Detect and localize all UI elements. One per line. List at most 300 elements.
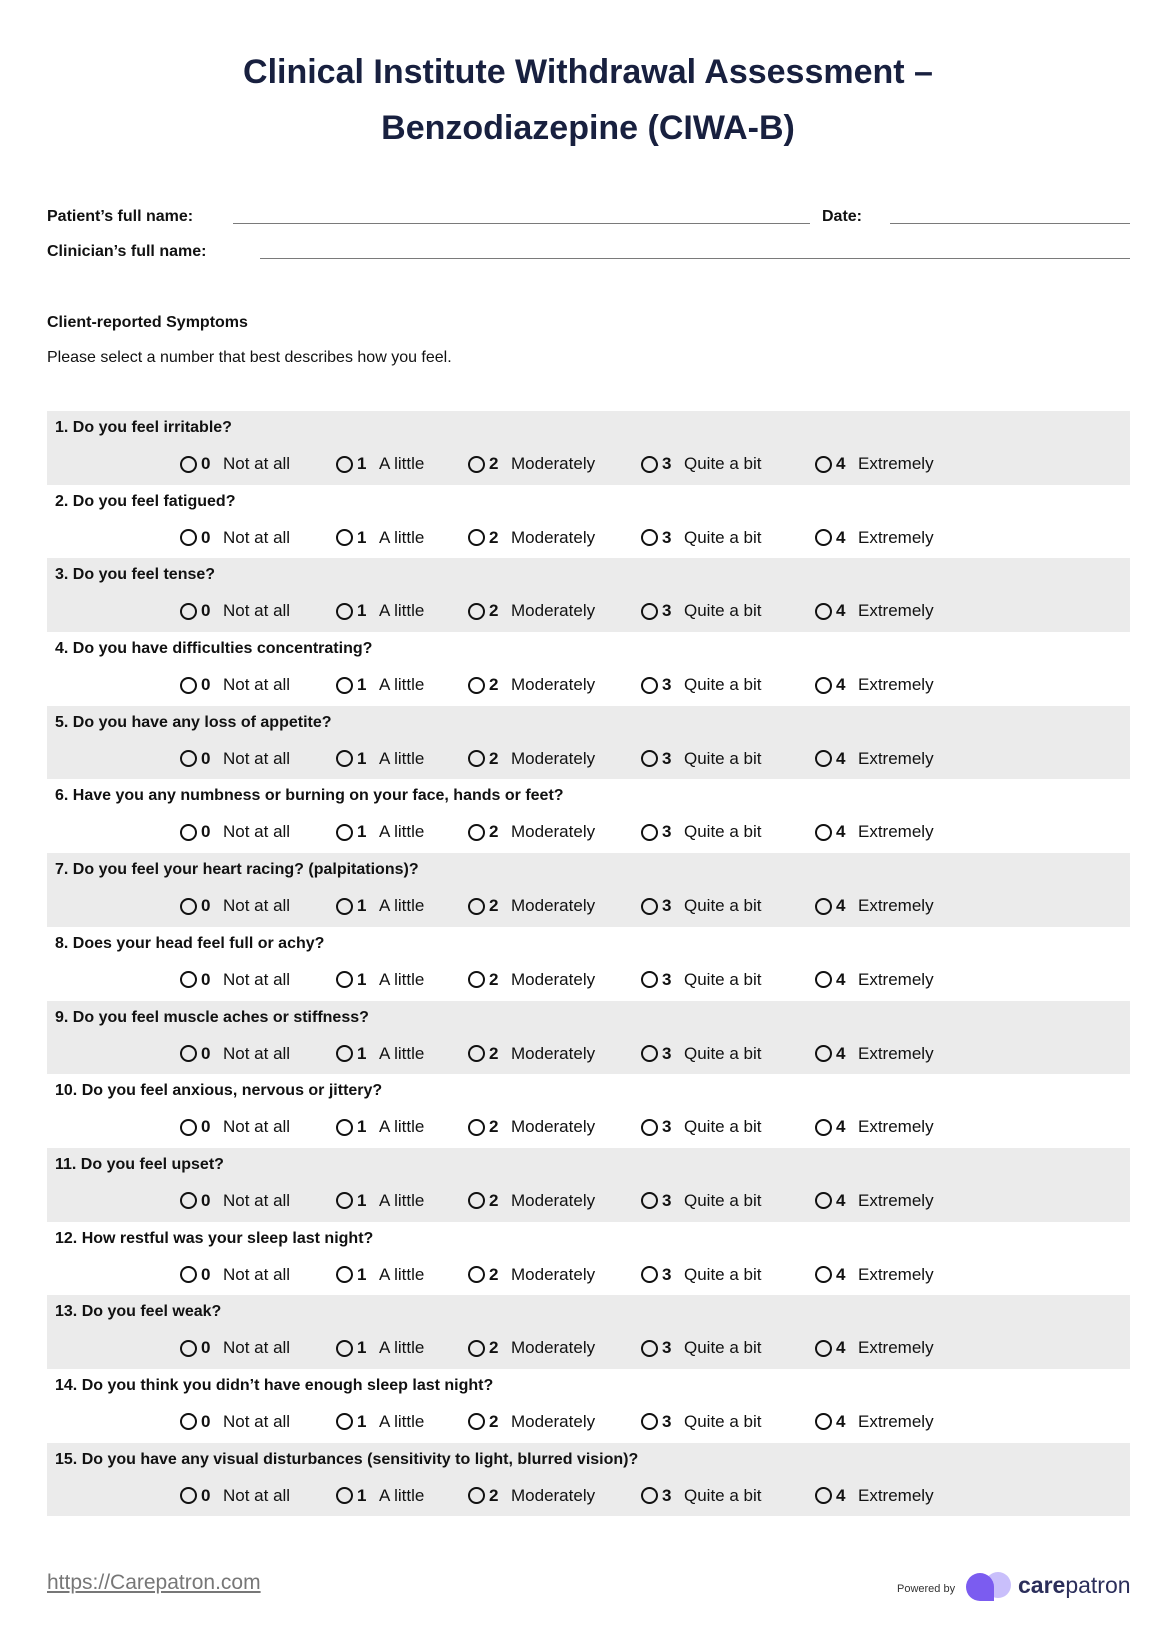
question-text: 13. Do you feel weak? [55,1303,222,1321]
question-text: 1. Do you feel irritable? [55,419,232,436]
date-label: Date: [822,208,863,225]
patient-name-label: Patient’s full name: [47,208,194,225]
option-label: Moderately [511,1043,596,1063]
option-number: 2 [489,1264,499,1284]
option-number: 2 [489,675,499,695]
option-number: 2 [489,748,499,768]
answer-option[interactable] [336,528,424,548]
answer-option[interactable] [641,1117,762,1137]
option-number: 0 [201,1338,211,1358]
radio-button[interactable] [815,1340,832,1357]
radio-button[interactable] [336,456,353,473]
option-number: 4 [836,748,846,768]
answer-option[interactable] [336,1412,424,1432]
answer-option[interactable] [336,675,424,695]
answer-option[interactable] [468,1412,595,1432]
answer-option[interactable] [468,1486,595,1506]
radio-button[interactable] [468,456,485,473]
question-row [47,1148,1130,1222]
option-label: Extremely [858,454,934,473]
radio-button[interactable] [641,1266,658,1283]
title-line-1: Clinical Institute Withdrawal Assessment – [243,53,933,91]
radio-button[interactable] [815,529,832,546]
option-label: Moderately [511,1411,596,1431]
radio-button[interactable] [336,677,353,694]
brand-rest: patron [1065,1572,1131,1598]
radio-button[interactable] [336,1266,353,1283]
answer-option[interactable] [641,1044,762,1064]
answer-option[interactable] [180,1486,290,1506]
option-number: 0 [201,1117,211,1137]
option-number: 3 [662,527,672,547]
radio-button[interactable] [468,898,485,915]
question-row [47,632,1130,706]
radio-button[interactable] [468,677,485,694]
radio-button[interactable] [641,603,658,620]
answer-option[interactable] [468,528,595,548]
radio-button[interactable] [641,1340,658,1357]
instructions: Please select a number that best describes how you feel. [47,349,452,366]
answer-option[interactable] [336,970,424,990]
answer-option[interactable] [336,896,424,916]
option-number: 0 [201,896,211,916]
option-number: 4 [836,969,846,989]
option-number: 3 [662,896,672,916]
brand-bold: care [1018,1572,1066,1598]
answer-option[interactable] [468,1265,595,1285]
answer-option[interactable] [641,896,762,916]
radio-button[interactable] [468,1340,485,1357]
option-number: 0 [201,601,211,621]
option-number: 3 [662,1411,672,1431]
option-number: 1 [357,454,367,473]
option-number: 4 [836,1485,846,1505]
answer-option[interactable] [815,1191,934,1211]
answer-option[interactable] [336,454,424,474]
option-label: A little [379,1043,425,1063]
option-number: 2 [489,896,499,916]
answer-option[interactable] [815,528,934,548]
answer-option[interactable] [180,1044,290,1064]
answer-option[interactable] [815,896,934,916]
answer-option[interactable] [468,1338,595,1358]
option-label: Quite a bit [684,601,762,621]
question-text: 8. Does your head feel full or achy? [55,934,325,952]
option-number: 1 [357,1117,367,1137]
question-row [47,1222,1130,1296]
radio-button[interactable] [815,677,832,694]
option-label: Not at all [223,1117,291,1137]
radio-button[interactable] [641,1045,658,1062]
answer-option[interactable] [641,1486,762,1506]
option-label: Moderately [511,1485,596,1505]
radio-button[interactable] [180,750,197,767]
option-label: Moderately [511,1264,596,1284]
option-number: 4 [836,822,846,842]
option-label: A little [379,1264,425,1284]
question-text: 4. Do you have difficulties concentrating? [55,640,373,658]
answer-option[interactable] [336,1191,424,1211]
carepatron-link[interactable]: https://Carepatron.com [47,1571,261,1594]
radio-button[interactable] [336,1340,353,1357]
radio-button[interactable] [336,1487,353,1504]
answer-option[interactable] [468,896,595,916]
option-label: Moderately [511,1117,596,1137]
option-label: Extremely [858,1411,934,1431]
option-number: 0 [201,675,211,695]
date-field[interactable] [890,223,1130,224]
option-number: 1 [357,1264,367,1284]
option-number: 4 [836,896,846,916]
radio-button[interactable] [641,898,658,915]
radio-button[interactable] [641,1487,658,1504]
radio-button[interactable] [180,1045,197,1062]
radio-button[interactable] [180,529,197,546]
option-number: 4 [836,601,846,621]
option-number: 1 [357,1411,367,1431]
option-number: 3 [662,822,672,842]
answer-option[interactable] [180,454,290,474]
answer-option[interactable] [336,601,424,621]
question-row [47,1001,1130,1075]
title-line-2: Benzodiazepine (CIWA-B) [381,109,795,147]
question-row [47,1369,1130,1443]
option-number: 2 [489,822,499,842]
option-label: Not at all [223,1338,291,1358]
question-row [47,927,1130,1001]
clinician-name-label: Clinician’s full name: [47,243,207,260]
question-text: 10. Do you feel anxious, nervous or jittery? [55,1082,383,1100]
answer-option[interactable] [180,528,290,548]
radio-button[interactable] [641,824,658,841]
question-text: 7. Do you feel your heart racing? (palpitations)? [55,861,419,879]
option-label: Quite a bit [684,1264,762,1284]
answer-option[interactable] [641,1191,762,1211]
answer-option[interactable] [815,675,934,695]
option-label: Moderately [511,675,596,695]
option-number: 2 [489,454,499,473]
option-number: 4 [836,1338,846,1358]
option-label: A little [379,1190,425,1210]
question-text: 9. Do you feel muscle aches or stiffness? [55,1008,369,1026]
option-label: A little [379,601,425,621]
option-label: Moderately [511,748,596,768]
answer-option[interactable] [815,822,934,842]
answer-option[interactable] [180,970,290,990]
option-label: Moderately [511,969,596,989]
answer-option[interactable] [336,1265,424,1285]
radio-button[interactable] [815,1266,832,1283]
radio-button[interactable] [815,1413,832,1430]
answer-option[interactable] [815,1117,934,1137]
option-label: Not at all [223,1190,291,1210]
option-label: Extremely [858,1190,934,1210]
radio-button[interactable] [468,971,485,988]
answer-option[interactable] [468,970,595,990]
patient-name-field[interactable] [233,223,810,224]
answer-option[interactable] [180,1412,290,1432]
answer-option[interactable] [641,454,762,474]
option-number: 0 [201,748,211,768]
question-text: 6. Have you any numbness or burning on your face, hands or feet? [55,787,564,805]
answer-option[interactable] [641,675,762,695]
radio-button[interactable] [815,1045,832,1062]
option-label: A little [379,1338,425,1358]
radio-button[interactable] [815,1192,832,1209]
radio-button[interactable] [180,898,197,915]
radio-button[interactable] [815,603,832,620]
option-number: 0 [201,969,211,989]
answer-option[interactable] [336,1338,424,1358]
radio-button[interactable] [180,1266,197,1283]
option-number: 2 [489,1043,499,1063]
option-number: 2 [489,969,499,989]
question-text: 14. Do you think you didn’t have enough sleep last night? [55,1376,494,1394]
radio-button[interactable] [468,1413,485,1430]
option-label: Not at all [223,527,291,547]
option-label: Moderately [511,1190,596,1210]
option-label: Quite a bit [684,1117,762,1137]
option-number: 0 [201,822,211,842]
option-label: Quite a bit [684,527,762,547]
radio-button[interactable] [180,1119,197,1136]
option-label: Extremely [858,748,934,768]
answer-option[interactable] [468,1117,595,1137]
option-number: 2 [489,1485,499,1505]
question-text: 2. Do you feel fatigued? [55,492,236,510]
answer-option[interactable] [641,1412,762,1432]
radio-button[interactable] [468,1192,485,1209]
option-number: 1 [357,969,367,989]
radio-button[interactable] [468,824,485,841]
answer-option[interactable] [180,822,290,842]
option-label: A little [379,1117,425,1137]
answer-option[interactable] [641,970,762,990]
answer-option[interactable] [815,601,934,621]
answer-option[interactable] [336,1044,424,1064]
question-row [47,485,1130,559]
option-label: A little [379,675,425,695]
answer-option[interactable] [336,1117,424,1137]
option-number: 1 [357,675,367,695]
radio-button[interactable] [180,1487,197,1504]
option-number: 4 [836,1264,846,1284]
option-number: 2 [489,1117,499,1137]
answer-option[interactable] [641,601,762,621]
option-label: Extremely [858,1485,934,1505]
question-row [47,558,1130,632]
radio-button[interactable] [815,1119,832,1136]
radio-button[interactable] [641,1192,658,1209]
option-label: Extremely [858,1117,934,1137]
answer-option[interactable] [180,1338,290,1358]
answer-option[interactable] [180,1117,290,1137]
option-number: 3 [662,1043,672,1063]
option-number: 4 [836,1117,846,1137]
question-text: 5. Do you have any loss of appetite? [55,713,332,731]
answer-option[interactable] [180,749,290,769]
option-number: 4 [836,1411,846,1431]
option-number: 2 [489,1411,499,1431]
radio-button[interactable] [336,824,353,841]
option-label: Quite a bit [684,1338,762,1358]
answer-option[interactable] [815,1412,934,1432]
radio-button[interactable] [468,1266,485,1283]
option-label: Not at all [223,1485,291,1505]
answer-option[interactable] [815,1265,934,1285]
radio-button[interactable] [815,898,832,915]
option-label: Not at all [223,969,291,989]
question-row [47,853,1130,927]
radio-button[interactable] [815,971,832,988]
radio-button[interactable] [180,1413,197,1430]
carepatron-logo-icon [966,1571,1014,1603]
option-label: Moderately [511,601,596,621]
option-number: 1 [357,822,367,842]
answer-option[interactable] [468,454,595,474]
radio-button[interactable] [641,1413,658,1430]
question-text: 15. Do you have any visual disturbances (sensitivity to light, blurred vision)? [55,1450,639,1468]
option-number: 3 [662,454,672,473]
option-label: Extremely [858,969,934,989]
answer-option[interactable] [468,675,595,695]
radio-button[interactable] [641,529,658,546]
radio-button[interactable] [815,456,832,473]
radio-button[interactable] [641,1119,658,1136]
radio-button[interactable] [336,750,353,767]
answer-option[interactable] [815,1338,934,1358]
radio-button[interactable] [468,750,485,767]
radio-button[interactable] [815,1487,832,1504]
answer-option[interactable] [468,1044,595,1064]
option-label: Moderately [511,896,596,916]
option-number: 0 [201,454,211,473]
option-number: 3 [662,601,672,621]
answer-option[interactable] [641,822,762,842]
radio-button[interactable] [815,750,832,767]
option-number: 3 [662,1117,672,1137]
answer-option[interactable] [815,970,934,990]
option-number: 1 [357,1485,367,1505]
answer-option[interactable] [815,1044,934,1064]
option-label: Quite a bit [684,896,762,916]
option-label: Quite a bit [684,1411,762,1431]
answer-option[interactable] [468,1191,595,1211]
option-label: Moderately [511,822,596,842]
option-number: 0 [201,1043,211,1063]
answer-option[interactable] [468,601,595,621]
answer-option[interactable] [641,528,762,548]
answer-option[interactable] [180,1191,290,1211]
option-label: Not at all [223,454,291,473]
radio-button[interactable] [180,824,197,841]
option-label: Extremely [858,896,934,916]
radio-button[interactable] [336,529,353,546]
question-row [47,706,1130,780]
radio-button[interactable] [336,603,353,620]
option-number: 4 [836,454,846,473]
radio-button[interactable] [180,603,197,620]
option-label: Not at all [223,1043,291,1063]
answer-option[interactable] [336,1486,424,1506]
radio-button[interactable] [815,824,832,841]
clinician-name-field[interactable] [260,258,1130,259]
option-label: Not at all [223,896,291,916]
option-label: Quite a bit [684,748,762,768]
option-number: 1 [357,601,367,621]
option-label: A little [379,748,425,768]
answer-option[interactable] [815,749,934,769]
questions-list [47,411,1130,1516]
answer-option[interactable] [815,1486,934,1506]
radio-button[interactable] [468,603,485,620]
option-number: 0 [201,1190,211,1210]
answer-option[interactable] [641,1265,762,1285]
option-label: Not at all [223,601,291,621]
carepatron-brand [1018,1572,1131,1599]
radio-button[interactable] [180,456,197,473]
answer-option[interactable] [180,601,290,621]
option-number: 3 [662,675,672,695]
option-label: Extremely [858,527,934,547]
answer-option[interactable] [180,675,290,695]
radio-button[interactable] [641,971,658,988]
answer-option[interactable] [468,822,595,842]
radio-button[interactable] [336,1119,353,1136]
option-label: A little [379,454,425,473]
radio-button[interactable] [336,1045,353,1062]
option-label: A little [379,896,425,916]
answer-option[interactable] [180,896,290,916]
radio-button[interactable] [641,750,658,767]
option-label: A little [379,969,425,989]
radio-button[interactable] [468,1045,485,1062]
radio-button[interactable] [641,677,658,694]
answer-option[interactable] [180,1265,290,1285]
option-label: Quite a bit [684,1190,762,1210]
radio-button[interactable] [180,1340,197,1357]
radio-button[interactable] [336,1192,353,1209]
radio-button[interactable] [180,971,197,988]
answer-option[interactable] [815,454,934,474]
page-title [0,44,1176,156]
radio-button[interactable] [468,529,485,546]
radio-button[interactable] [180,1192,197,1209]
radio-button[interactable] [336,971,353,988]
answer-option[interactable] [336,749,424,769]
answer-option[interactable] [336,822,424,842]
answer-option[interactable] [641,1338,762,1358]
option-label: Extremely [858,822,934,842]
option-number: 3 [662,1338,672,1358]
radio-button[interactable] [180,677,197,694]
option-number: 1 [357,1338,367,1358]
answer-option[interactable] [641,749,762,769]
option-label: Quite a bit [684,969,762,989]
radio-button[interactable] [336,898,353,915]
radio-button[interactable] [336,1413,353,1430]
radio-button[interactable] [641,456,658,473]
option-number: 1 [357,527,367,547]
radio-button[interactable] [468,1119,485,1136]
option-number: 1 [357,896,367,916]
question-text: 12. How restful was your sleep last night? [55,1229,374,1247]
question-row [47,1295,1130,1369]
option-number: 4 [836,527,846,547]
answer-option[interactable] [468,749,595,769]
radio-button[interactable] [468,1487,485,1504]
option-label: Moderately [511,527,596,547]
